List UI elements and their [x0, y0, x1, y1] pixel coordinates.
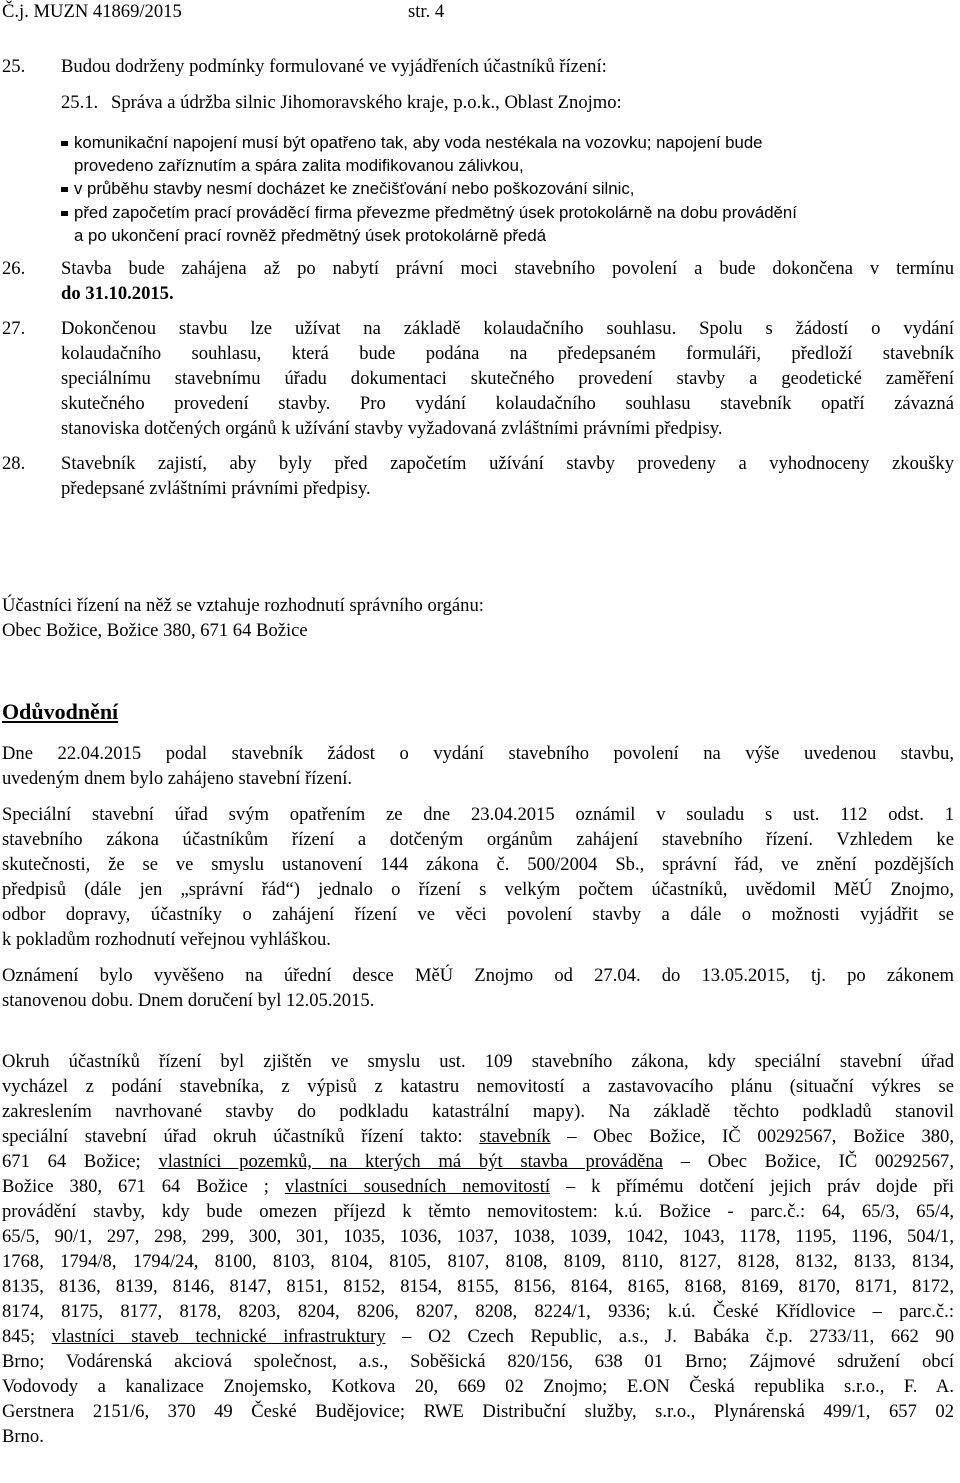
condition-26-number: 26. [2, 258, 26, 279]
paragraph-line: skutečnosti, že se ve smyslu ustanovení 144 zákona č. 500/2004 Sb., správní řád, ve znění pozdějších [2, 854, 954, 875]
paragraph-line: Brno. [2, 1426, 44, 1447]
paragraph-line: Gerstnera 2151/6, 370 49 České Budějovice; RWE Distribuční služby, s.r.o., Plynárenská 499/1, 657 02 [2, 1401, 954, 1422]
condition-25-text: Budou dodrženy podmínky formulované ve vyjádřeních účastníků řízení: [61, 56, 607, 77]
paragraph-line: stanovenou dobu. Dnem doručení byl 12.05.2015. [2, 990, 375, 1011]
section-heading: Odůvodnění [2, 699, 119, 724]
participants-value: Obec Božice, Božice 380, 671 64 Božice [2, 620, 308, 641]
paragraph-line: uvedeným dnem bylo zahájeno stavební řízení. [2, 768, 353, 789]
paragraph-line: Speciální stavební úřad svým opatřením ze dne 23.04.2015 oznámil v souladu s ust. 112 odst. 1 [2, 804, 954, 825]
condition-27-number: 27. [2, 318, 26, 339]
paragraph-line: provádění stavby, kdy bude omezen příjezd k těmto nemovitostem: k.ú. Božice - parc.č.: 64, 65/3, 65/4, [2, 1201, 954, 1222]
paragraph-line: Vodovody a kanalizace Znojemsko, Kotkova 20, 669 02 Znojmo; E.ON Česká republika s.r.o., F. A. [2, 1376, 954, 1397]
condition-27-line: speciálnímu stavebnímu úřadu dokumentaci skutečného provedení stavby a geodetické zaměření [61, 368, 954, 389]
bullet-square-icon [61, 141, 68, 146]
condition-26-line: Stavba bude zahájena až po nabytí právní moci stavebního povolení a bude dokončena v termínu [61, 258, 954, 279]
bullet-item: komunikační napojení musí být opatřeno tak, aby voda nestékala na vozovku; napojení bude [61, 131, 762, 155]
condition-28-number: 28. [2, 453, 26, 474]
bullet-item: v průběhu stavby nesmí docházet ke znečišťování nebo poškozování silnic, [61, 177, 634, 201]
paragraph-line: speciální stavební úřad okruh účastníků řízení takto: stavebník – Obec Božice, IČ 00292567, Božice 380, [2, 1126, 954, 1147]
paragraph-line: 671 64 Božice; vlastníci pozemků, na kterých má být stavba prováděna – Obec Božice, IČ 00292567, [2, 1151, 954, 1172]
paragraph-line: odbor dopravy, účastníky o zahájení řízení ve věci povolení stavby a dále o možnosti vyjádřit se [2, 904, 954, 925]
condition-25-number: 25. [2, 56, 26, 77]
paragraph-line: Oznámení bylo vyvěšeno na úřední desce MěÚ Znojmo od 27.04. do 13.05.2015, tj. po zákonem [2, 965, 954, 986]
paragraph-line: Brno; Vodárenská akciová společnost, a.s., Soběšická 820/156, 638 01 Brno; Zájmové sdružení obcí [2, 1351, 954, 1372]
participants-heading: Účastníci řízení na něž se vztahuje rozhodnutí správního orgánu: [2, 595, 484, 616]
condition-25-1-text: Správa a údržba silnic Jihomoravského kraje, p.o.k., Oblast Znojmo: [111, 92, 622, 113]
bullet-item-continuation: a po ukončení prací rovněž předmětný úsek protokolárně předá [74, 226, 547, 245]
bullet-item-continuation: provedeno zaříznutím a spára zalita modifikovanou zálivkou, [74, 156, 524, 175]
paragraph-line: Okruh účastníků řízení byl zjištěn ve smyslu ust. 109 stavebního zákona, kdy speciální stavební úřad [2, 1051, 954, 1072]
paragraph-line: 1768, 1794/8, 1794/24, 8100, 8103, 8104, 8105, 8107, 8108, 8109, 8110, 8127, 8128, 8132, 8133, 8134, [2, 1251, 954, 1272]
condition-28-line: Stavebník zajistí, aby byly před započetím užívání stavby provedeny a vyhodnoceny zkoušky [61, 453, 954, 474]
document-reference: Č.j. MUZN 41869/2015 [2, 1, 182, 22]
paragraph-line: předpisů (dále jen „správní řád“) jednalo o řízení s velkým počtem účastníků, uvědomil MěÚ Znojmo, [2, 879, 954, 900]
paragraph-line: Dne 22.04.2015 podal stavebník žádost o vydání stavebního povolení na výše uvedenou stavbu, [2, 743, 954, 764]
bullet-square-icon [61, 187, 68, 192]
paragraph-line: k pokladům rozhodnutí veřejnou vyhláškou. [2, 929, 331, 950]
paragraph-line: 845; vlastníci staveb technické infrastruktury – O2 Czech Republic, a.s., J. Babáka č.p. 2733/11, 662 90 [2, 1326, 954, 1347]
paragraph-line: stavebního zákona účastníkům řízení a dotčeným orgánům zahájení stavebního řízení. Vzhledem ke [2, 829, 954, 850]
paragraph-line: vycházel z podání stavebníka, z výpisů z katastru nemovitostí a zastavovacího plánu (situační výkres se [2, 1076, 954, 1097]
page-number: str. 4 [408, 1, 445, 22]
bullet-item: před započetím prací prováděcí firma převezme předmětný úsek protokolárně na dobu provádění [61, 201, 797, 225]
paragraph-line: 8174, 8175, 8177, 8178, 8203, 8204, 8206, 8207, 8208, 8224/1, 9336; k.ú. České Křídlovice – parc.č.: [2, 1301, 954, 1322]
condition-25-1-number: 25.1. [61, 92, 99, 113]
paragraph-line: 65/5, 90/1, 297, 298, 299, 300, 301, 1035, 1036, 1037, 1038, 1039, 1042, 1043, 1178, 1195, 1196, 504/1, [2, 1226, 954, 1247]
paragraph-line: 8135, 8136, 8139, 8146, 8147, 8151, 8152, 8154, 8155, 8156, 8164, 8165, 8168, 8169, 8170, 8171, 8172, [2, 1276, 954, 1297]
condition-27-line: kolaudačního souhlasu, která bude podána na předepsaném formuláři, předloží stavebník [61, 343, 954, 364]
condition-26-date: do 31.10.2015. [61, 283, 174, 304]
paragraph-line: Božice 380, 671 64 Božice ; vlastníci sousedních nemovitostí – k přímému dotčení jejich práv dojde při [2, 1176, 954, 1197]
condition-27-line: stanoviska dotčených orgánů k užívání stavby vyžadovaná zvláštními právními předpisy. [61, 418, 723, 439]
paragraph-line: zakreslením navrhované stavby do podkladu katastrální mapy). Na základě těchto podkladů stanovil [2, 1101, 954, 1122]
condition-27-line: skutečného provedení stavby. Pro vydání kolaudačního souhlasu stavebník opatří závazná [61, 393, 954, 414]
bullet-square-icon [61, 211, 68, 216]
condition-27-line: Dokončenou stavbu lze užívat na základě kolaudačního souhlasu. Spolu s žádostí o vydání [61, 318, 954, 339]
condition-28-line: předepsané zvláštními právními předpisy. [61, 478, 371, 499]
